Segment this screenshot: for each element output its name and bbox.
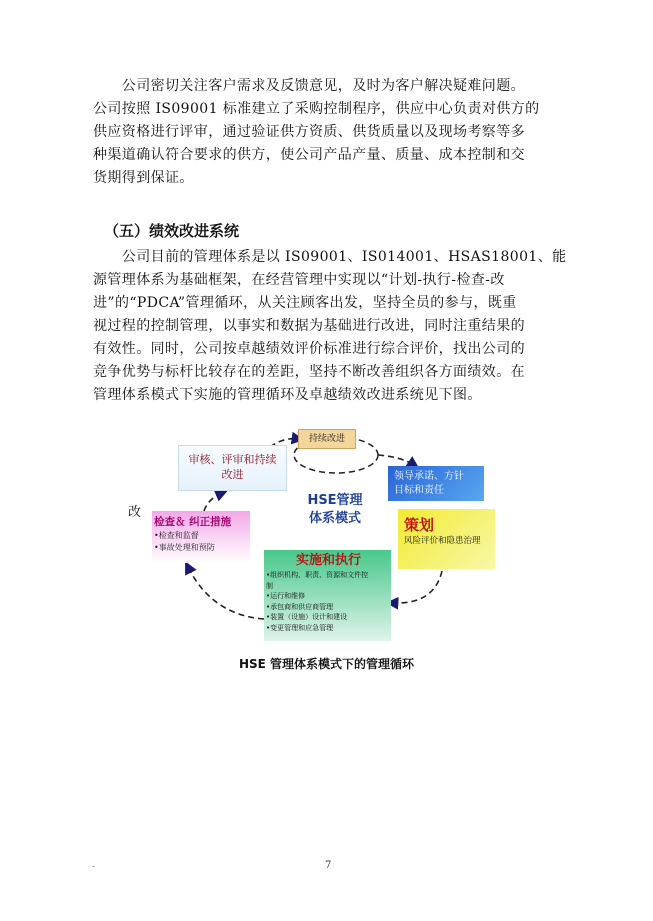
diagram-center-title [294,492,376,528]
text-line: 种渠道确认符合要求的供方，使公司产品产量、质量、成本控制和交 [93,147,525,163]
leadership-line2: 目标和责任 [394,485,444,496]
text-line: 源管理体系为基础框架，在经营管理中实现以“计划-执行-检查-改 [93,272,505,288]
plan-box [398,509,495,569]
implement-item: •装置（设施）设计和建设 [266,613,348,621]
check-item: •检查和监督 [154,531,199,540]
cycle-arrow-check-to-audit [204,493,222,511]
check-title: 检查＆ 纠正措施 [154,516,232,528]
text-line: 视过程的控制管理，以事实和数据为基础进行改进，同时注重结果的 [93,318,525,334]
text-line: 进”的“PDCA”管理循环，从关注顾客出发，坚持全员的参与，既重 [93,295,517,311]
implement-box [264,550,391,641]
implement-item: 制 [266,581,273,590]
center-line1: HSE管理 [307,493,363,508]
audit-review-box [178,445,287,491]
paragraph-management-system [93,246,567,407]
implement-item: •组织机构、职责、资源和文件控 [266,571,369,579]
text-line: 供应资格进行评审，通过验证供方资质、供货质量以及现场考察等多 [93,124,525,140]
page-number: 7 [325,860,332,871]
text-line: 公司目前的管理体系是以 IS09001、IS014001、HSAS18001、能 [93,249,567,265]
text-line: 货期得到保证。 [93,170,194,186]
leadership-box [388,466,484,501]
text-line: 有效性。同时，公司按卓越绩效评价标准进行综合评价，找出公司的 [93,341,525,357]
plan-subtitle: 风险评价和隐患治理 [404,536,481,546]
cycle-arrow-plan-to-implement [392,571,442,603]
check-box [152,511,250,563]
hse-cycle-diagram [152,419,495,649]
text-line: 公司按照 IS09001 标准建立了采购控制程序，供应中心负责对供方的 [93,101,540,117]
footer-mark: - [92,862,96,872]
implement-item: •承包商和供应商管理 [266,602,334,611]
plan-title: 策划 [404,516,435,534]
audit-line2: 改进 [221,468,244,481]
check-item: •事故处理和预防 [154,543,215,552]
implement-title: 实施和执行 [295,553,361,568]
section-heading: （五）绩效改进系统 [104,222,240,240]
figure-caption: HSE 管理体系模式下的管理循环 [238,657,415,671]
text-line: 管理体系模式下实施的管理循环及卓越绩效改进系统见下图。 [93,387,482,403]
implement-item: •运行和维修 [266,592,306,600]
text-line: 竞争优势与标杆比较存在的差距，坚持不断改善组织各方面绩效。在 [93,364,525,380]
cycle-arrow-continuous-to-leadership [378,455,414,465]
audit-line1: 审核、评审和持续 [188,453,277,466]
cycle-arrow-implement-to-check [188,567,264,619]
implement-item: •变更管理和应急管理 [266,623,334,632]
paragraph-supplier [93,75,555,190]
text-line: 公司密切关注客户需求及反馈意见，及时为客户解决疑难问题。 [93,78,525,94]
leadership-line1: 领导承诺、方针 [394,471,464,482]
stray-character: 改 [128,505,142,520]
center-line2: 体系模式 [308,511,361,526]
continuous-improvement-label: 持续改进 [298,429,356,449]
